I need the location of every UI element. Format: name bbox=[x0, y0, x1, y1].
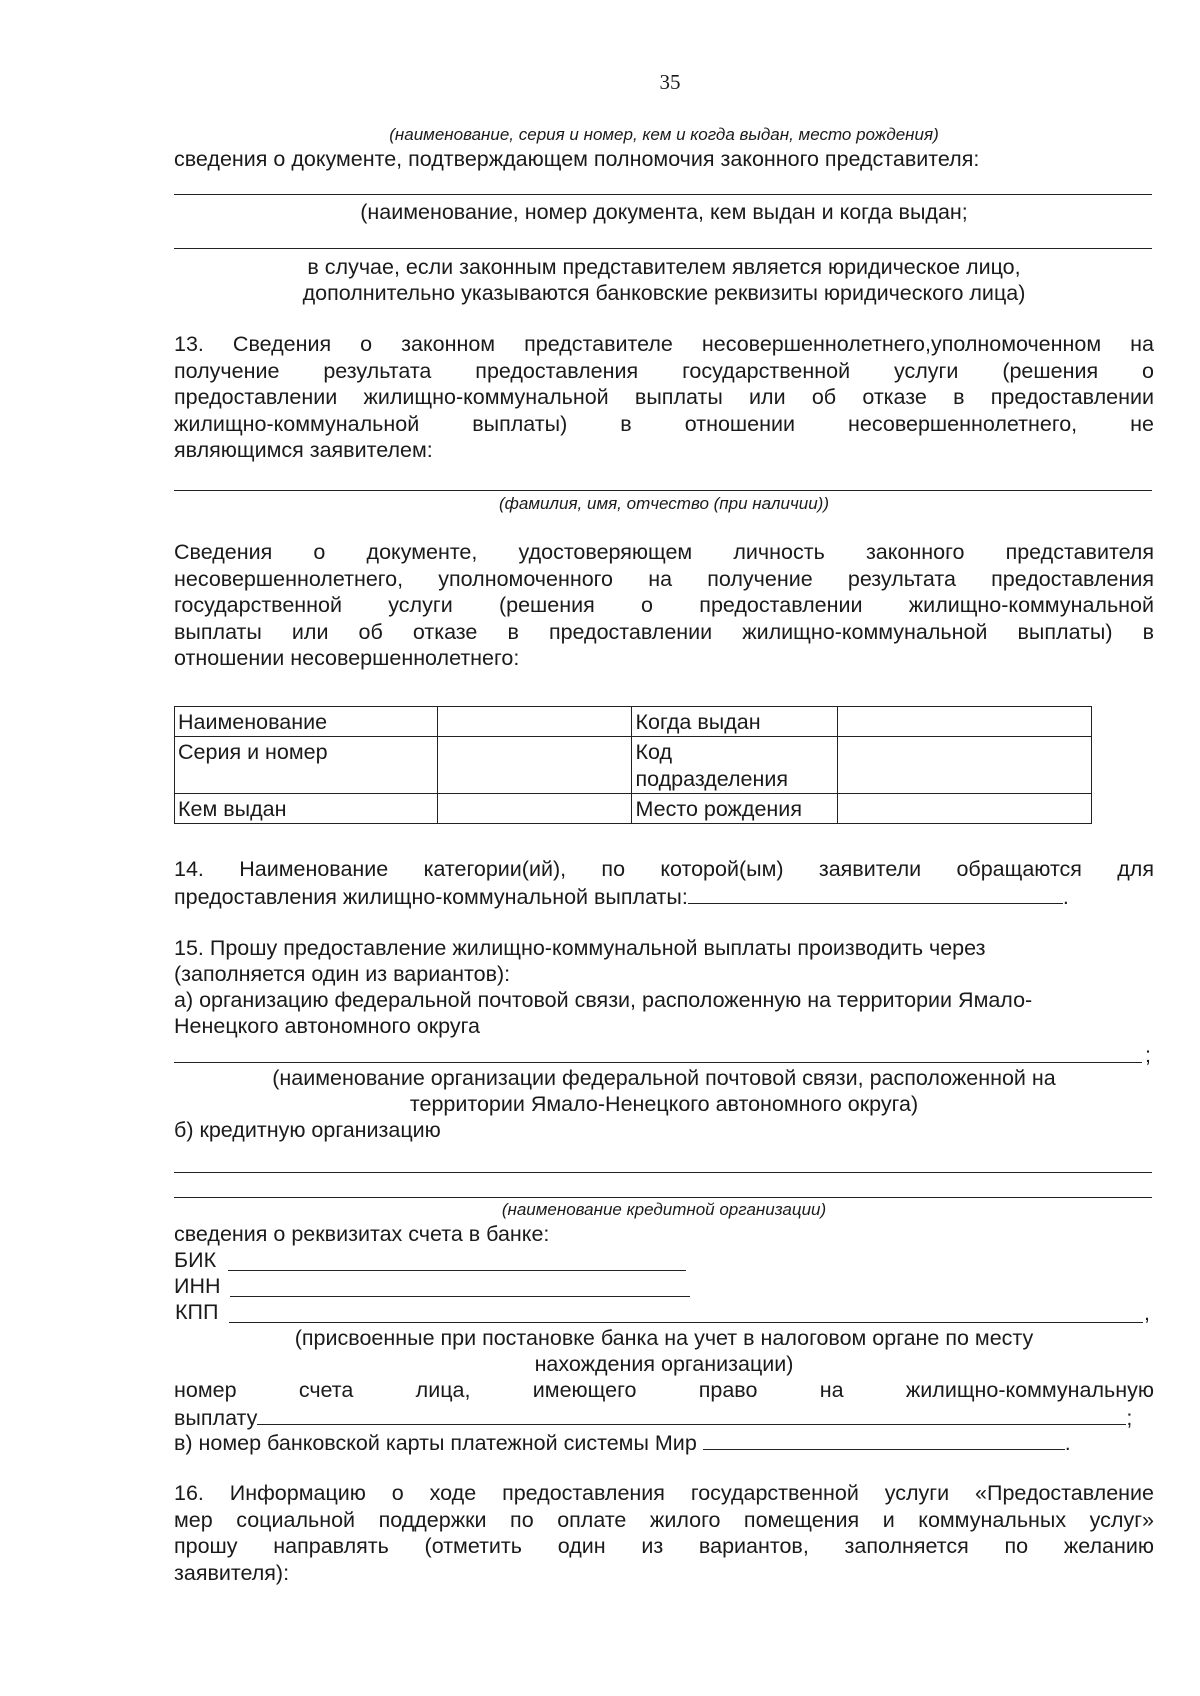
table-row bbox=[175, 737, 1092, 794]
card-input-line[interactable] bbox=[703, 1429, 1065, 1450]
table-row bbox=[175, 707, 1092, 737]
kpp-hint-2: нахождения организации) bbox=[534, 1352, 794, 1376]
dept-code-line-2: подразделения bbox=[635, 767, 789, 791]
section-13-line: 13. Сведения о законном представителе несовершеннолетнего,уполномоченном на bbox=[174, 332, 1154, 356]
account-paragraph bbox=[174, 1377, 1154, 1431]
table-cell-birth-place-value[interactable] bbox=[838, 794, 1092, 824]
post-office-hint-1: (наименование организации федеральной почтовой связи, расположенной на bbox=[272, 1066, 1056, 1090]
inn-input-line[interactable] bbox=[230, 1296, 690, 1297]
section-14-paragraph bbox=[174, 856, 1154, 910]
id-doc-table bbox=[174, 706, 1092, 824]
table-label-series-number: Серия и номер bbox=[175, 737, 438, 794]
table-label-dept-code bbox=[632, 737, 838, 794]
comma: , bbox=[1144, 1301, 1150, 1325]
account-line-1: номер счета лица, имеющего право на жилищно-коммунальную bbox=[174, 1378, 1154, 1402]
table-cell-issued-when-value[interactable] bbox=[838, 707, 1092, 737]
inn-label: ИНН bbox=[174, 1274, 221, 1298]
section-14-line-1: 14. Наименование категории(ий), по которой(ым) заявители обращаются для bbox=[174, 857, 1154, 881]
option-a-line-2: Ненецкого автономного округа bbox=[174, 1014, 480, 1038]
credit-org-input-line-1[interactable] bbox=[174, 1172, 1152, 1173]
rep-authority-label: сведения о документе, подтверждающем полномочия законного представителя: bbox=[174, 147, 980, 171]
bank-details-label: сведения о реквизитах счета в банке: bbox=[174, 1222, 550, 1246]
table-cell-series-number-value[interactable] bbox=[437, 737, 632, 794]
account-line-2: выплату ; bbox=[174, 1405, 1133, 1430]
section-13-paragraph bbox=[174, 331, 1154, 464]
rep-authority-hint-2: в случае, если законным представителем является юридическое лицо, bbox=[307, 255, 1021, 279]
bik-input-line[interactable] bbox=[228, 1270, 686, 1271]
id-doc-line: выплаты или об отказе в предоставлении жилищно-коммунальной выплаты) в bbox=[174, 619, 1154, 644]
rep-authority-hint-3: дополнительно указываются банковские реквизиты юридического лица) bbox=[302, 281, 1026, 305]
bik-label: БИК bbox=[174, 1248, 217, 1272]
credit-org-input-line-2[interactable] bbox=[174, 1197, 1152, 1198]
section-16-line: мер социальной поддержки по оплате жилого помещения и коммунальных услуг» bbox=[174, 1507, 1154, 1532]
section-13-line: являющимся заявителем: bbox=[174, 438, 433, 462]
table-label-name: Наименование bbox=[175, 707, 438, 737]
rep-authority-hint-1: (наименование, номер документа, кем выдан и когда выдан; bbox=[360, 200, 968, 224]
id-doc-line: несовершеннолетнего, уполномоченного на получение результата предоставления bbox=[174, 566, 1154, 591]
kpp-hint-1: (присвоенные при постановке банка на учет в налоговом органе по месту bbox=[294, 1326, 1034, 1350]
id-doc-line: государственной услуги (решения о предоставлении жилищно-коммунальной bbox=[174, 593, 1154, 617]
page-number: 35 bbox=[659, 70, 681, 94]
section-14-line-2: предоставления жилищно-коммунальной выплаты: . bbox=[174, 884, 1069, 909]
section-15-line-1: 15. Прошу предоставление жилищно-коммунальной выплаты производить через bbox=[174, 936, 986, 960]
section-14-label: предоставления жилищно-коммунальной выплаты: bbox=[174, 884, 688, 909]
id-doc-paragraph bbox=[174, 539, 1154, 672]
section-13-line: предоставлении жилищно-коммунальной выплаты или об отказе в предоставлении bbox=[174, 385, 1154, 409]
table-cell-dept-code-value[interactable] bbox=[838, 737, 1092, 794]
id-doc-line: Сведения о документе, удостоверяющем личность законного представителя bbox=[174, 540, 1154, 564]
table-cell-issued-by-value[interactable] bbox=[437, 794, 632, 824]
account-input-line[interactable] bbox=[257, 1404, 1126, 1425]
section-13-line: жилищно-коммунальной выплаты) в отношении несовершеннолетнего, не bbox=[174, 411, 1154, 436]
section-15-line-2: (заполняется один из вариантов): bbox=[174, 962, 511, 986]
post-office-hint-2: территории Ямало-Ненецкого автономного округа) bbox=[409, 1092, 919, 1116]
card-line: в) номер банковской карты платежной системы Мир . bbox=[174, 1431, 1071, 1455]
fio-caption: (фамилия, имя, отчество (при наличии)) bbox=[499, 494, 829, 513]
fio-input-line[interactable] bbox=[174, 490, 1152, 491]
table-cell-name-value[interactable] bbox=[437, 707, 632, 737]
dept-code-line-1: Код bbox=[635, 740, 673, 764]
table-label-issued-by: Кем выдан bbox=[175, 794, 438, 824]
table-row bbox=[175, 794, 1092, 824]
kpp-input-line[interactable] bbox=[229, 1322, 1143, 1323]
rep-authority-line-2[interactable] bbox=[174, 248, 1152, 249]
account-label: выплату bbox=[174, 1405, 258, 1430]
section-16-line: заявителя): bbox=[174, 1560, 290, 1585]
section-16-line: прошу направлять (отметить один из вариантов, заполняется по желанию bbox=[174, 1534, 1154, 1558]
section-16-line: 16. Информацию о ходе предоставления государственной услуги «Предоставление bbox=[174, 1481, 1154, 1505]
category-input-line[interactable] bbox=[688, 883, 1063, 904]
kpp-label: КПП bbox=[175, 1300, 219, 1324]
id-doc-line: отношении несовершеннолетнего: bbox=[174, 646, 520, 670]
post-office-input-line[interactable] bbox=[174, 1062, 1142, 1063]
credit-org-caption: (наименование кредитной организации) bbox=[501, 1200, 827, 1219]
section-13-line: получение результата предоставления государственной услуги (решения о bbox=[174, 358, 1154, 383]
table-label-birth-place: Место рождения bbox=[632, 794, 838, 824]
semicolon: ; bbox=[1145, 1043, 1151, 1067]
section-16-paragraph bbox=[174, 1480, 1154, 1586]
option-a-line-1: а) организацию федеральной почтовой связи, расположенную на территории Ямало- bbox=[174, 988, 1033, 1012]
card-label: в) номер банковской карты платежной системы Мир bbox=[174, 1431, 697, 1455]
table-label-issued-when: Когда выдан bbox=[632, 707, 838, 737]
option-b-label: б) кредитную организацию bbox=[174, 1118, 441, 1142]
id-doc-caption: (наименование, серия и номер, кем и когда выдан, место рождения) bbox=[389, 125, 939, 144]
rep-authority-line-1[interactable] bbox=[174, 194, 1152, 195]
